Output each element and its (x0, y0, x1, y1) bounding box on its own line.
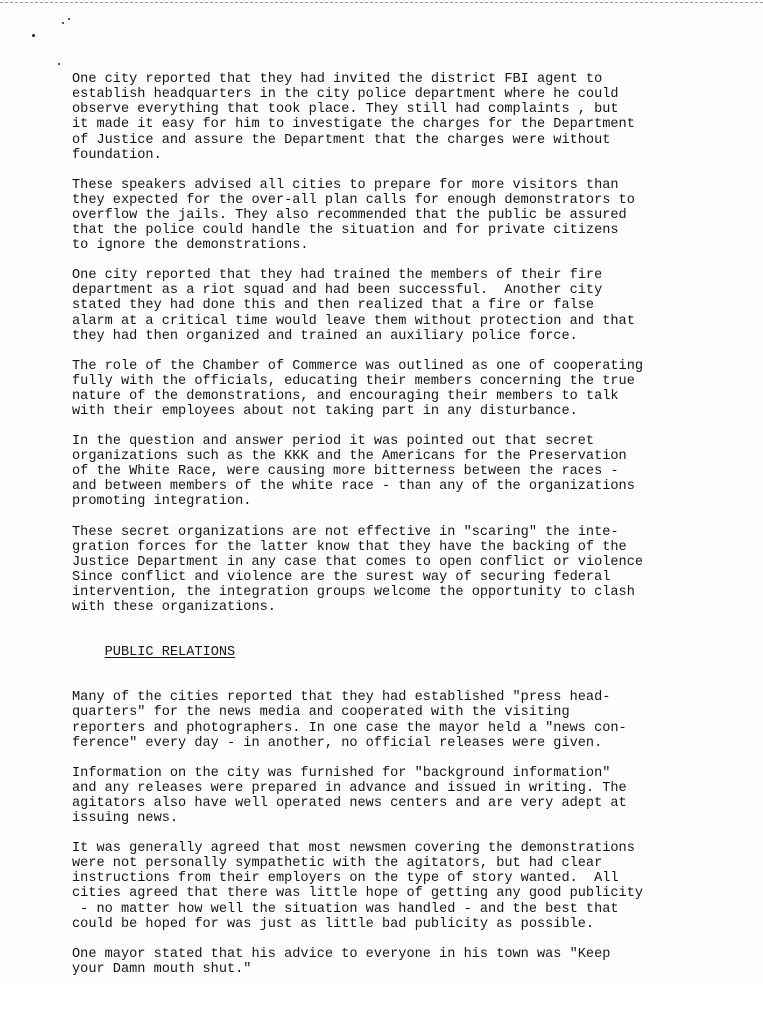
text-line: gration forces for the latter know that they have the backing of the (72, 539, 627, 555)
text-line: ference" every day - in another, no official releases were given. (72, 735, 603, 751)
text-line: your Damn mouth shut." (72, 961, 252, 977)
text-line: foundation. (72, 147, 162, 163)
text-line: agitators also have well operated news centers and are very adept at (72, 795, 627, 811)
text-line: alarm at a critical time would leave them without protection and that (72, 313, 635, 329)
text-line: with these organizations. (72, 600, 276, 615)
paragraph (72, 72, 712, 163)
text-line: reporters and photographers. In one case the mayor held a "news con- (72, 720, 627, 736)
text-line: establish headquarters in the city police department where he could (72, 87, 619, 103)
text-line: In the question and answer period it was pointed out that secret (72, 434, 595, 450)
text-line: organizations such as the KKK and the Americans for the Preservation (72, 449, 627, 465)
paragraph (72, 434, 712, 509)
text-line: that the police could handle the situation and for private citizens (72, 223, 619, 239)
text-line: instructions from their employers on the type of story wanted. All (72, 871, 619, 887)
text-line: and between members of the white race - than any of the organizations (72, 479, 635, 495)
text-line: cities agreed that there was little hope of getting any good publicity (72, 886, 644, 902)
paragraph (72, 766, 712, 826)
ink-speck (68, 18, 70, 20)
paragraph (72, 525, 712, 616)
text-line: observe everything that took place. They still had complaints , but (72, 102, 619, 118)
paragraphs-group-a (72, 72, 712, 615)
paragraph (72, 268, 712, 343)
paragraphs-group-b (72, 690, 712, 977)
text-line: could be hoped for was just as little bad publicity as possible. (72, 916, 595, 932)
text-line: stated they had done this and then realized that a fire or false (72, 298, 595, 314)
text-line: Information on the city was furnished for "background information" (72, 765, 611, 781)
text-line: One mayor stated that his advice to everyone in his town was "Keep (72, 946, 611, 962)
paragraph (72, 690, 712, 750)
text-line: fully with the officials, educating their members concerning the true (72, 373, 635, 389)
text-line: quarters" for the news media and cooperated with the visiting (72, 705, 570, 721)
section-heading-public-relations: PUBLIC RELATIONS (104, 645, 236, 661)
page-top-border (0, 2, 763, 3)
text-line: Since conflict and violence are the surest way of securing federal (72, 569, 611, 585)
text-line: It was generally agreed that most newsmen covering the demonstrations (72, 841, 635, 857)
text-line: These speakers advised all cities to prepare for more visitors than (72, 177, 619, 193)
text-line: The role of the Chamber of Commerce was outlined as one of cooperating (72, 358, 644, 374)
text-line: and any releases were prepared in advance and issued in writing. The (72, 780, 627, 796)
text-line: to ignore the demonstrations. (72, 238, 309, 254)
paragraph (72, 359, 712, 419)
text-line: nature of the demonstrations, and encouraging their members to talk (72, 388, 619, 404)
text-line: they expected for the over-all plan calls for enough demonstrators to (72, 192, 635, 208)
text-line: overflow the jails. They also recommended that the public be assured (72, 207, 627, 223)
text-line: One city reported that they had invited the district FBI agent to (72, 72, 603, 88)
text-line: - no matter how well the situation was handled - and the best that (72, 901, 619, 917)
text-line: with their employees about not taking part in any disturbance. (72, 403, 578, 419)
text-line: Many of the cities reported that they had established "press head- (72, 690, 611, 706)
ink-speck (62, 22, 64, 24)
paragraph (72, 947, 712, 977)
text-line: One city reported that they had trained the members of their fire (72, 268, 603, 284)
ink-speck (32, 34, 35, 37)
text-line: of Justice and assure the Department that the charges were without (72, 132, 611, 148)
text-line: were not personally sympathetic with the agitators, but had clear (72, 856, 603, 872)
document-body (72, 42, 712, 1022)
text-line: These secret organizations are not effective in "scaring" the inte- (72, 524, 619, 540)
paragraph (72, 841, 712, 932)
text-line: it made it easy for him to investigate the charges for the Department (72, 117, 635, 133)
text-line: intervention, the integration groups welcome the opportunity to clash (72, 584, 635, 600)
text-line: they had then organized and trained an auxiliary police force. (72, 328, 578, 344)
text-line: Justice Department in any case that comes to open conflict or violence (72, 554, 644, 570)
text-line: issuing news. (72, 811, 179, 827)
paragraph (72, 178, 712, 253)
text-line: department as a riot squad and had been successful. Another city (72, 283, 603, 299)
text-line: promoting integration. (72, 494, 252, 510)
text-line: of the White Race, were causing more bitterness between the races - (72, 464, 619, 480)
ink-speck (58, 63, 60, 65)
